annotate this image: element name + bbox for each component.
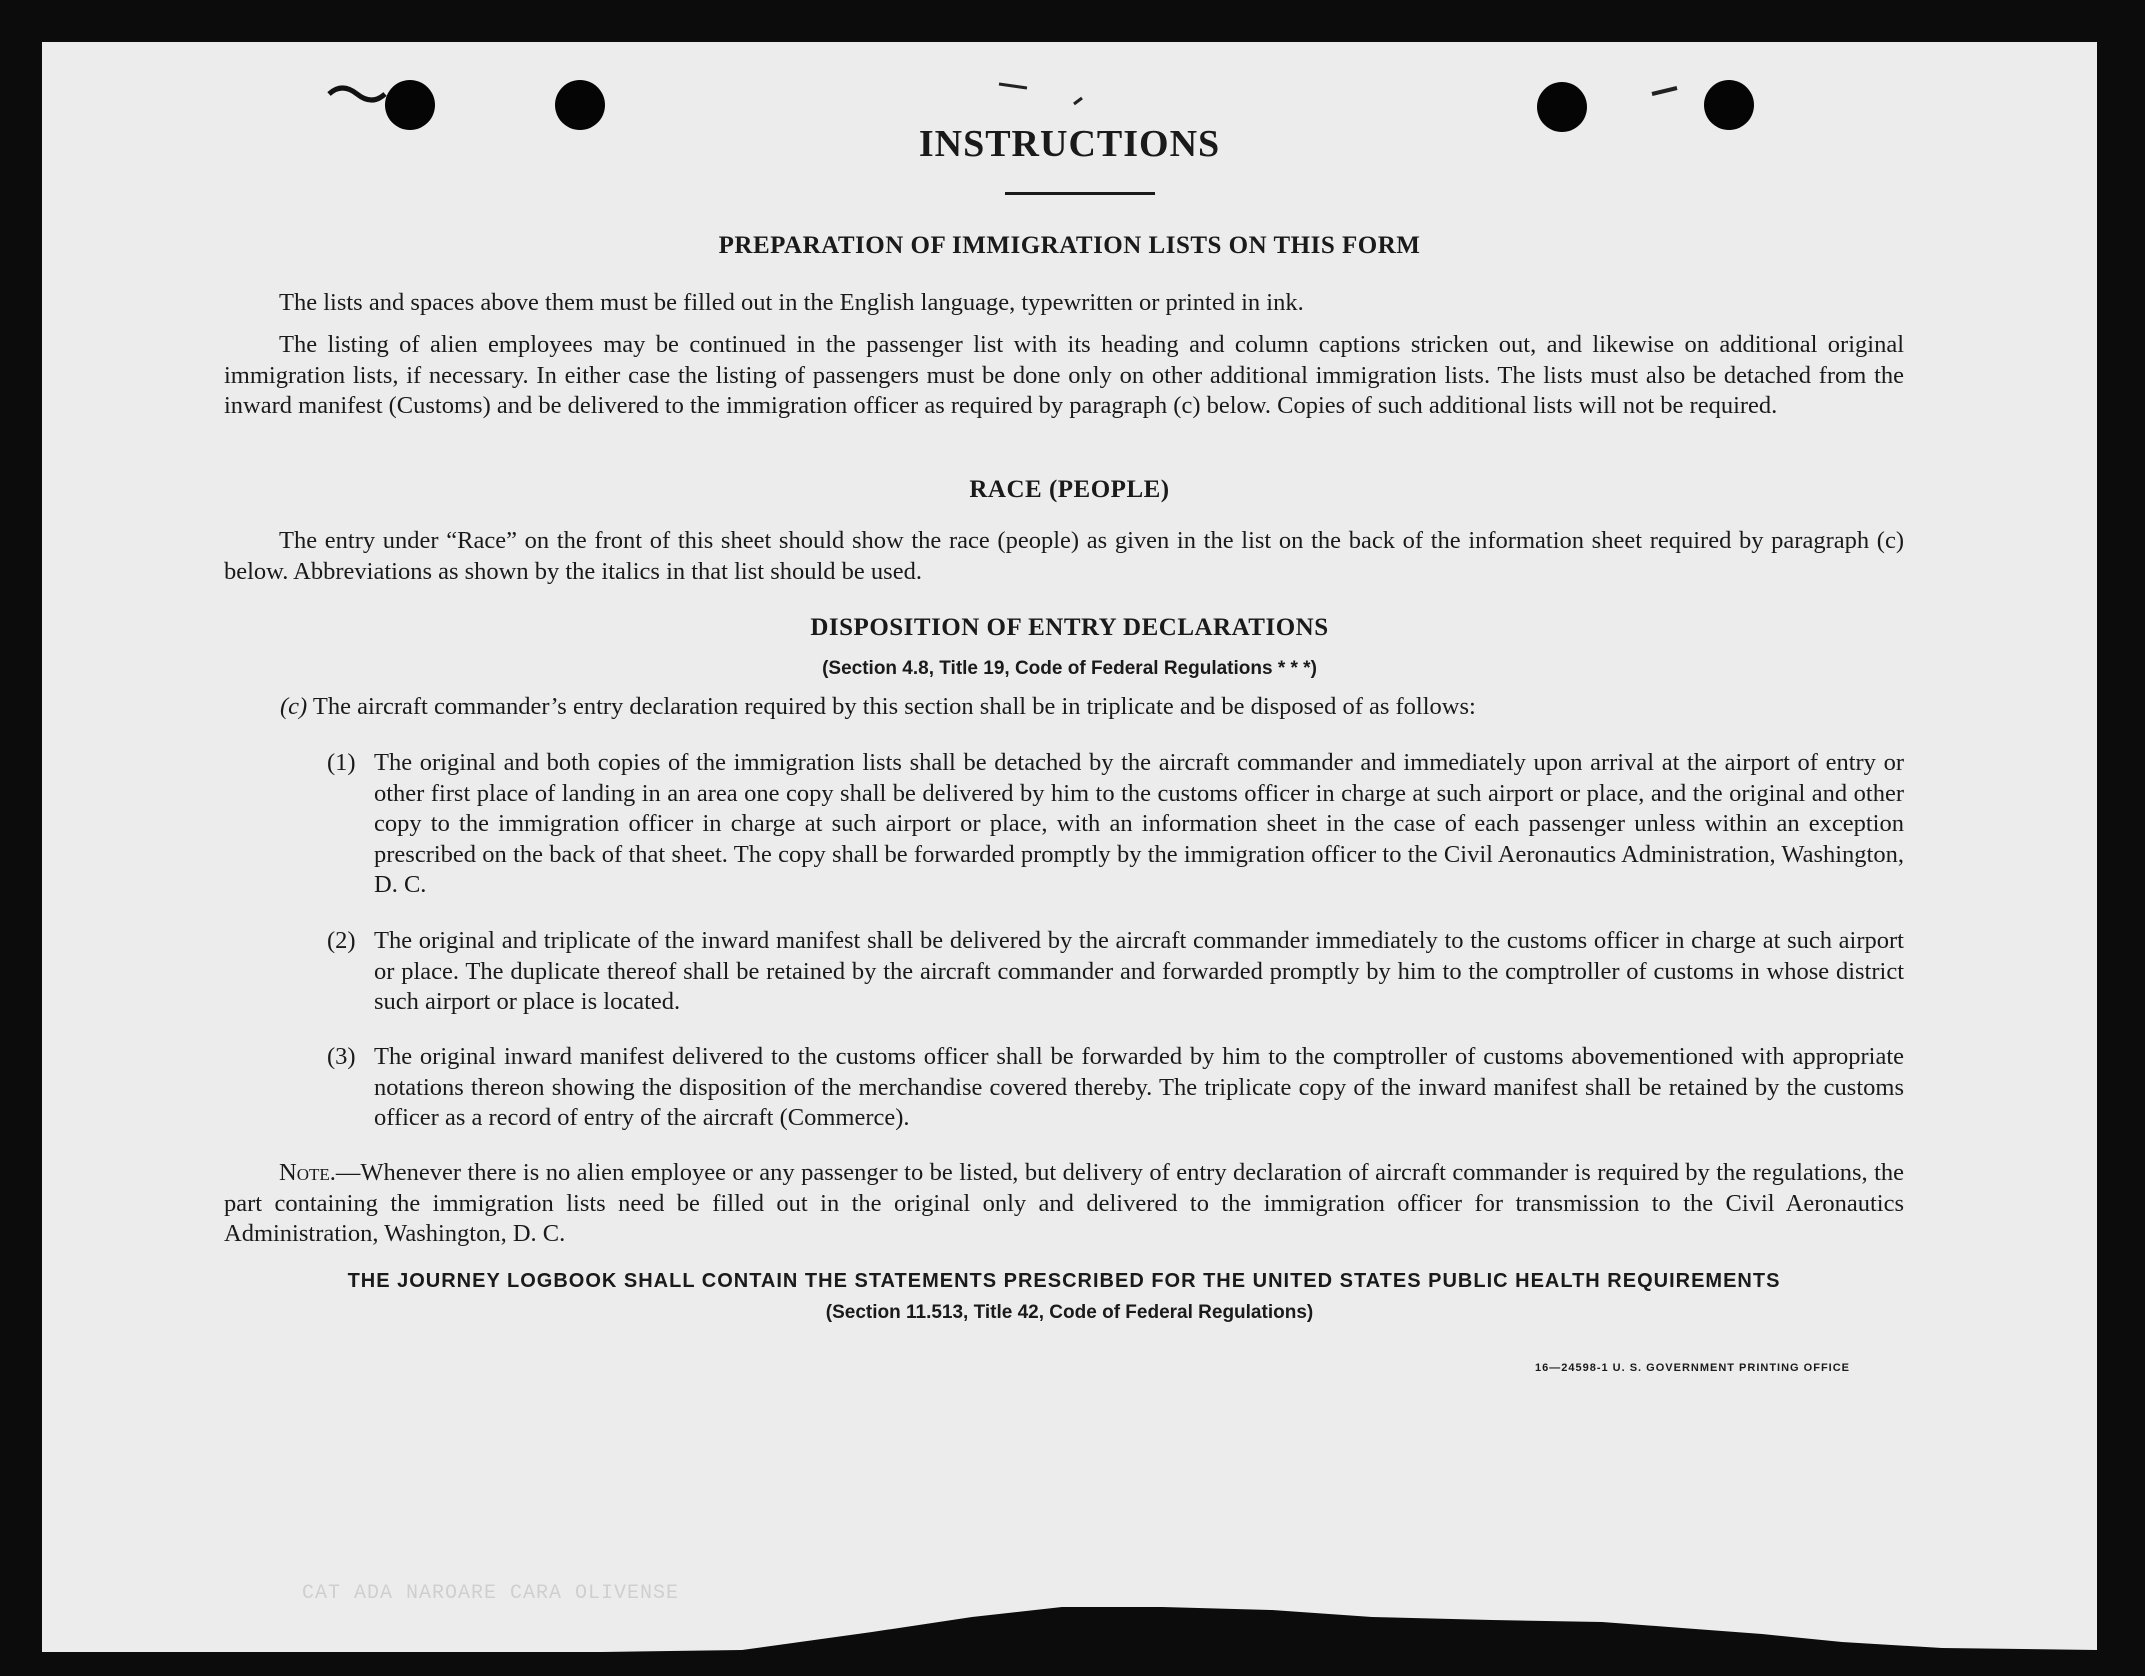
paragraph-race: The entry under “Race” on the front of this sheet should show the race (people) as given in the list on the back of the information sheet required by paragraph (c) below. Abbreviations as shown by the italics in that list should be used. [224, 527, 1904, 585]
list-item: (1) The original and both copies of the immigration lists shall be detached by the aircraft commander and immediately upon arrival at the airport of entry or other first place of landing in an area one copy shall be delivered by him to the customs officer in charge at such airport or place, and the original and other copy to the immigration officer in charge at such airport or place, with an information sheet in the case of each passenger unless within an exception prescribed on the back of that sheet. The copy shall be forwarded promptly by the immigration officer to the Civil Aeronautics Administration, Washington, D. C. [327, 749, 1904, 898]
logbook-reference: (Section 11.513, Title 42, Code of Federal Regulations) [825, 1302, 1314, 1323]
paragraph-language: The lists and spaces above them must be filled out in the English language, typewritten or printed in ink. [279, 289, 1304, 316]
print-code: 16—24598-1 U. S. GOVERNMENT PRINTING OFFICE [1535, 1362, 1851, 1374]
list-item: (3) The original inward manifest delivered to the customs officer shall be forwarded by him to the comptroller of customs abovementioned with appropriate notations thereon showing the disposition of the merchandise covered thereby. The triplicate copy of the inward manifest shall be retained by the customs officer as a record of entry of the aircraft (Commerce). [327, 1043, 1904, 1131]
paragraph-alien-employees: The listing of alien employees may be continued in the passenger list with its heading and column captions stricken out, and likewise on additional original immigration lists, if necessary. In either case the listing of passengers must be done only on other additional immigration lists. The lists must also be detached from the inward manifest (Customs) and be delivered to the immigration officer as required by paragraph (c) below. Copies of such additional lists will not be required. [224, 331, 1904, 419]
paragraph-c-intro: (c) The aircraft commander’s entry declaration required by this section shall be in triplicate and be disposed of as follows: [280, 693, 1476, 720]
paragraph-note: Note.—Whenever there is no alien employee or any passenger to be listed, but delivery of entry declaration of aircraft commander is required by the regulations, the part containing the immigration lists need be filled out in the original only and delivered to the immigration officer for transmission to the Civil Aeronautics Administration, Washington, D. C. [224, 1159, 1904, 1247]
section-heading-race: RACE (PEOPLE) [969, 476, 1170, 503]
section-heading-disposition: DISPOSITION OF ENTRY DECLARATIONS [810, 614, 1329, 641]
section-subheading-disposition: (Section 4.8, Title 19, Code of Federal Regulations * * *) [822, 658, 1317, 679]
section-heading-preparation: PREPARATION OF IMMIGRATION LISTS ON THIS FORM [718, 232, 1421, 259]
list-item: (2) The original and triplicate of the inward manifest shall be delivered by the aircraft commander immediately to the customs officer in charge at such airport or place. The duplicate thereof shall be retained by the aircraft commander and forwarded promptly by him to the comptroller of customs in whose district such airport or place is located. [327, 927, 1904, 1015]
page-title: INSTRUCTIONS [918, 123, 1221, 165]
bleed-through-text: CAT ADA NAROARE CARA OLIVENSE [302, 1582, 680, 1605]
document-sheet [42, 42, 2097, 1662]
logbook-statement: THE JOURNEY LOGBOOK SHALL CONTAIN THE STATEMENTS PRESCRIBED FOR THE UNITED STATES PUBLIC HEALTH REQUIREMENTS [347, 1270, 1781, 1292]
title-rule [1005, 192, 1155, 195]
